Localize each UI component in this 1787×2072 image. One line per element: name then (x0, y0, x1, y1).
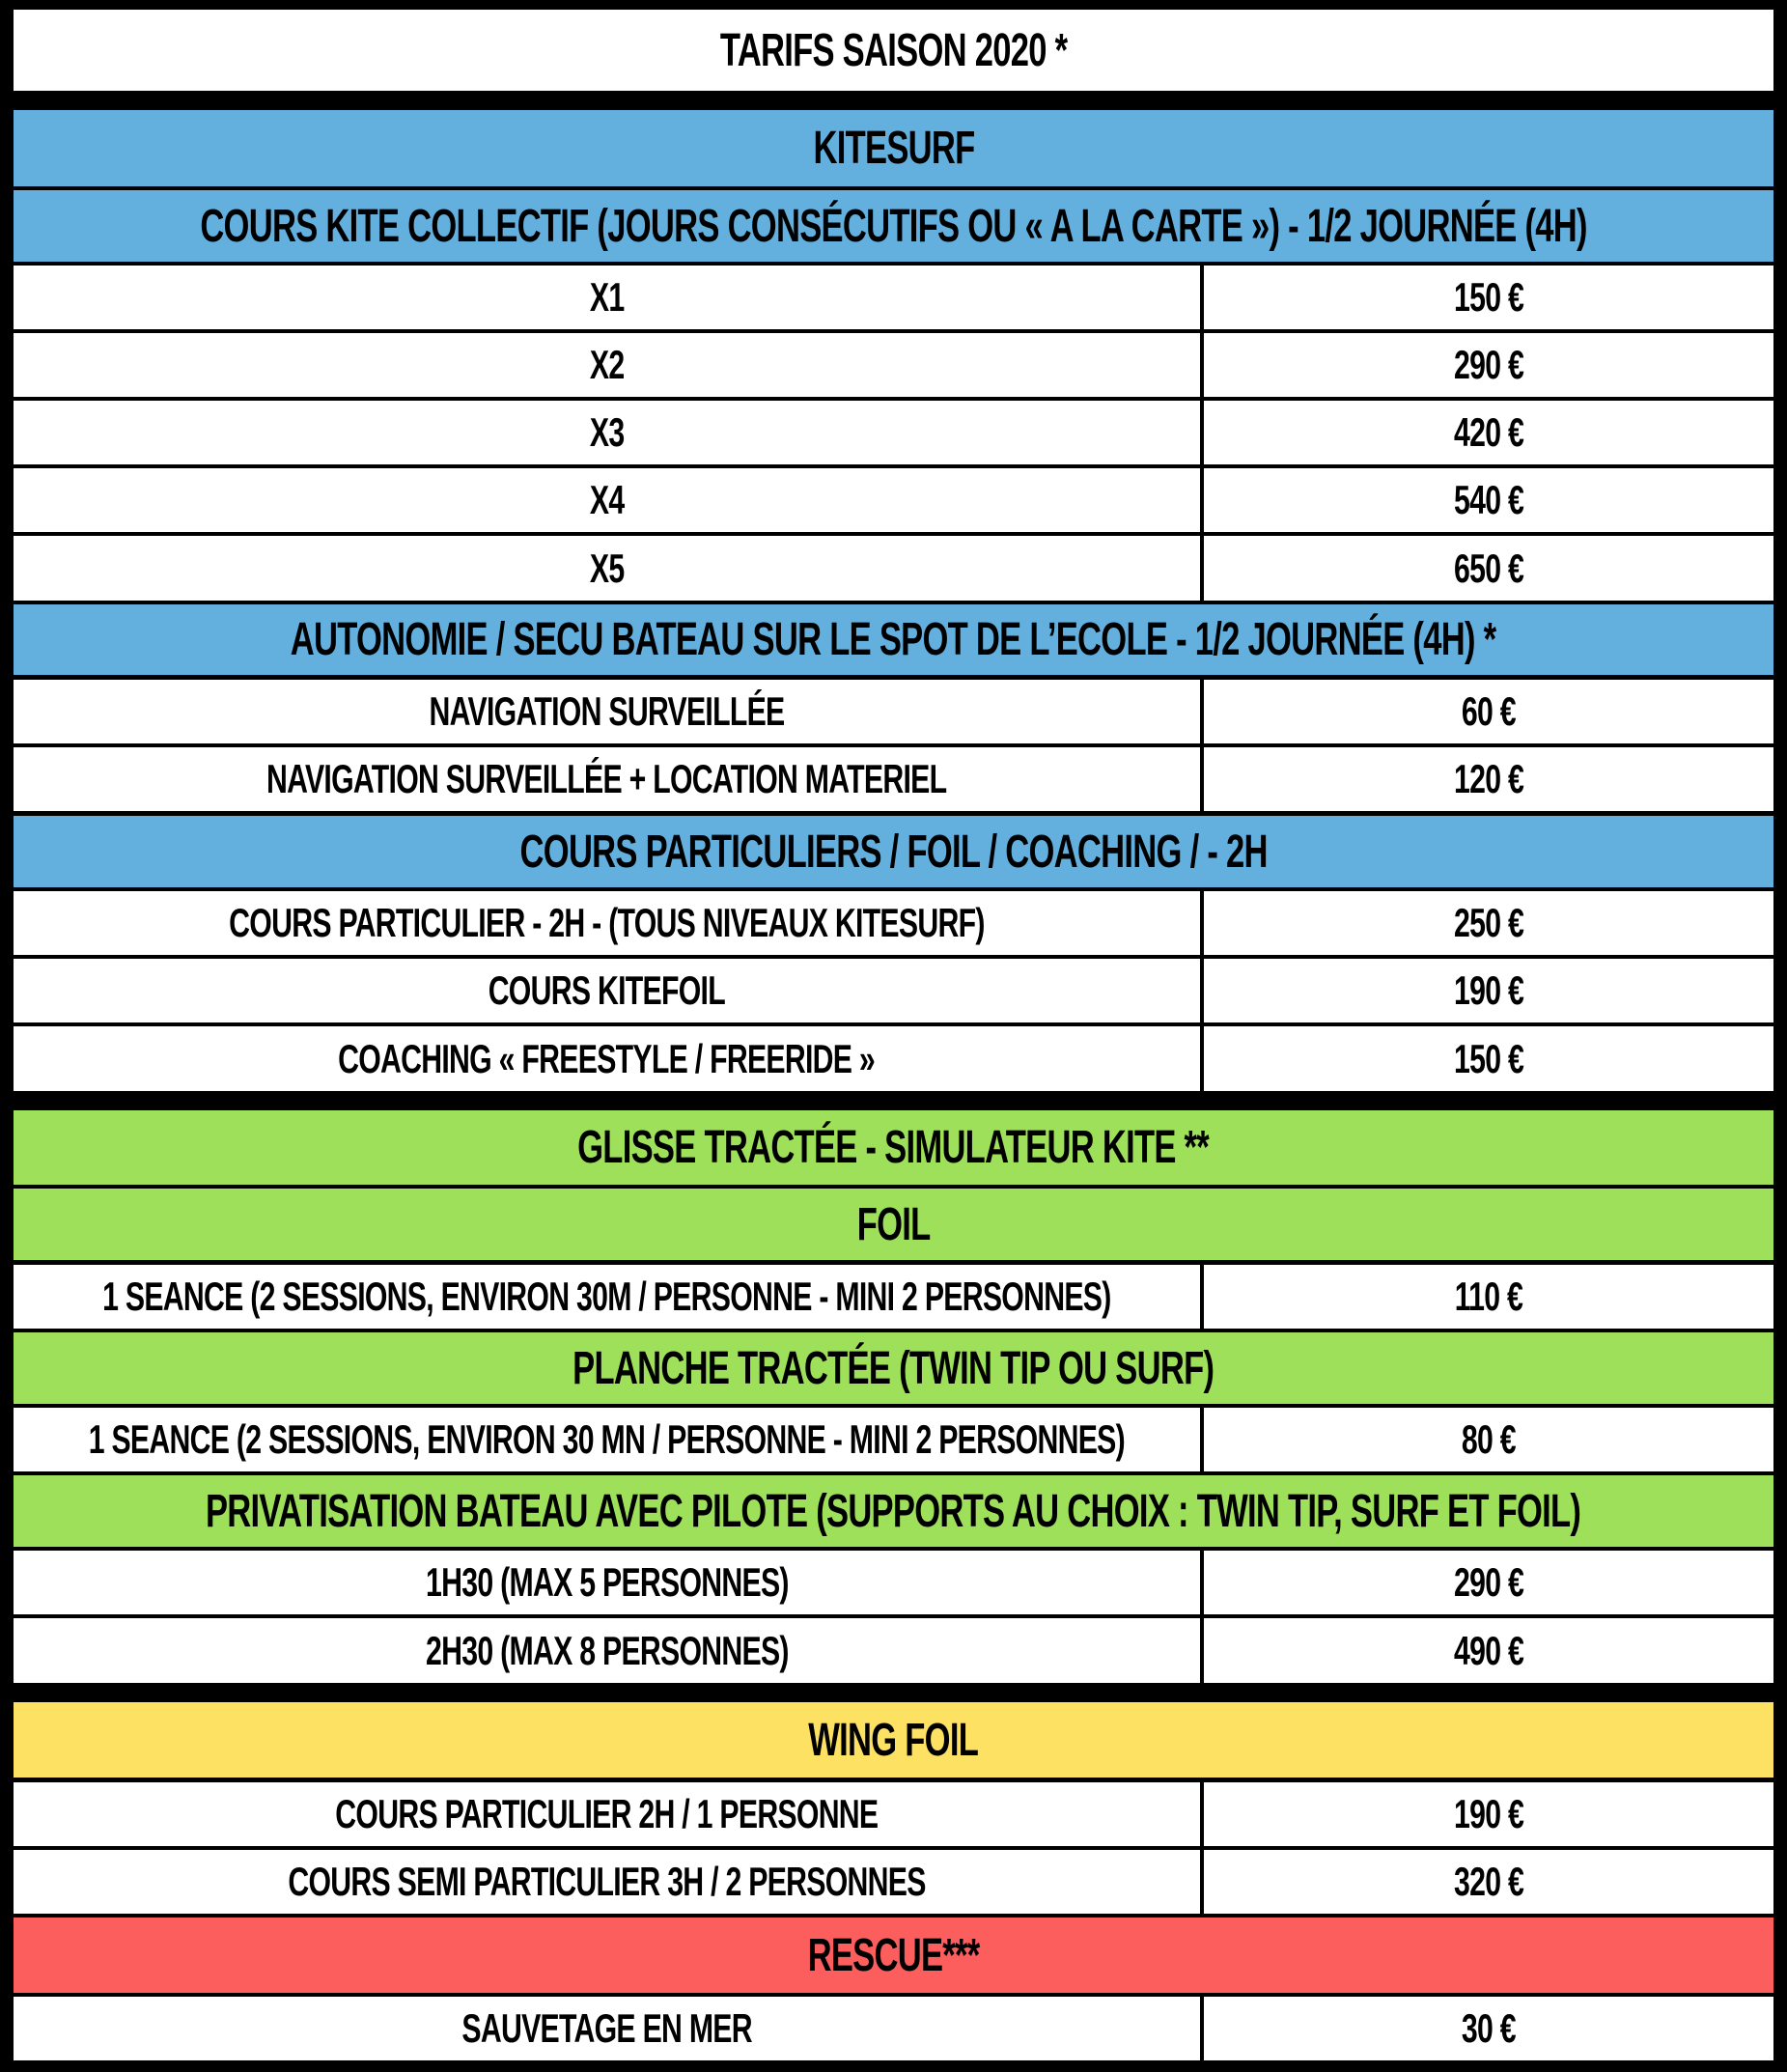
table-row (14, 401, 1773, 464)
row-label: X3 (14, 401, 1200, 464)
table-row (14, 1618, 1773, 1683)
row-price: 290 € (1204, 1551, 1773, 1614)
page-title: TARIFS SAISON 2020 * (14, 10, 1773, 91)
row-label: 1H30 (MAX 5 PERSONNES) (14, 1551, 1200, 1614)
row-price: 30 € (1204, 1997, 1773, 2060)
glisse-section-header: GLISSE TRACTÉE - SIMULATEUR KITE ** (14, 1110, 1773, 1185)
planche-subsection-header: PLANCHE TRACTÉE (TWIN TIP OU SURF) (14, 1332, 1773, 1404)
foil-subsection-header: FOIL (14, 1189, 1773, 1260)
row-price: 320 € (1204, 1850, 1773, 1914)
table-row (14, 747, 1773, 811)
row-label: SAUVETAGE EN MER (14, 1997, 1200, 2060)
row-price: 150 € (1204, 266, 1773, 329)
row-label: X5 (14, 536, 1200, 601)
row-price: 490 € (1204, 1618, 1773, 1683)
table-row (14, 1026, 1773, 1091)
table-row (14, 1551, 1773, 1614)
row-price: 110 € (1204, 1265, 1773, 1329)
particuliers-subsection-header: COURS PARTICULIERS / FOIL / COACHING / - 2H (14, 816, 1773, 887)
row-label: NAVIGATION SURVEILLÉE (14, 680, 1200, 743)
row-label: X2 (14, 333, 1200, 397)
row-price: 190 € (1204, 959, 1773, 1022)
row-price: 250 € (1204, 891, 1773, 955)
row-label: NAVIGATION SURVEILLÉE + LOCATION MATERIEL (14, 747, 1200, 811)
table-row (14, 959, 1773, 1022)
row-label: COURS PARTICULIER 2H / 1 PERSONNE (14, 1782, 1200, 1846)
row-price: 80 € (1204, 1408, 1773, 1471)
table-row (14, 1265, 1773, 1329)
table-row (14, 1850, 1773, 1914)
table-row (14, 680, 1773, 743)
row-price: 150 € (1204, 1026, 1773, 1091)
table-row (14, 333, 1773, 397)
row-label: COACHING « FREESTYLE / FREERIDE » (14, 1026, 1200, 1091)
row-label: COURS PARTICULIER - 2H - (TOUS NIVEAUX KITESURF) (14, 891, 1200, 955)
row-label: COURS SEMI PARTICULIER 3H / 2 PERSONNES (14, 1850, 1200, 1914)
table-row (14, 468, 1773, 532)
row-price: 540 € (1204, 468, 1773, 532)
table-row (14, 1997, 1773, 2060)
autonomie-subsection-header: AUTONOMIE / SECU BATEAU SUR LE SPOT DE L’ECOLE - 1/2 JOURNÉE (4H) * (14, 604, 1773, 675)
row-label: 2H30 (MAX 8 PERSONNES) (14, 1618, 1200, 1683)
row-price: 290 € (1204, 333, 1773, 397)
row-price: 190 € (1204, 1782, 1773, 1846)
row-price: 650 € (1204, 536, 1773, 601)
row-label: 1 SEANCE (2 SESSIONS, ENVIRON 30M / PERSONNE - MINI 2 PERSONNES) (14, 1265, 1200, 1329)
table-row (14, 266, 1773, 329)
rescue-section-header: RESCUE*** (14, 1918, 1773, 1993)
row-label: 1 SEANCE (2 SESSIONS, ENVIRON 30 MN / PERSONNE - MINI 2 PERSONNES) (14, 1408, 1200, 1471)
row-price: 60 € (1204, 680, 1773, 743)
privatisation-subsection-header: PRIVATISATION BATEAU AVEC PILOTE (SUPPORTS AU CHOIX : TWIN TIP, SURF ET FOIL) (14, 1475, 1773, 1547)
table-row (14, 1408, 1773, 1471)
wing-section-header: WING FOIL (14, 1702, 1773, 1778)
row-label: X1 (14, 266, 1200, 329)
row-label: X4 (14, 468, 1200, 532)
table-row (14, 1782, 1773, 1846)
table-row (14, 536, 1773, 601)
row-price: 420 € (1204, 401, 1773, 464)
kitesurf-section-header: KITESURF (14, 110, 1773, 186)
table-row (14, 891, 1773, 955)
collectif-subsection-header: COURS KITE COLLECTIF (JOURS CONSÉCUTIFS OU « A LA CARTE ») - 1/2 JOURNÉE (4H) (14, 190, 1773, 262)
row-price: 120 € (1204, 747, 1773, 811)
row-label: COURS KITEFOIL (14, 959, 1200, 1022)
